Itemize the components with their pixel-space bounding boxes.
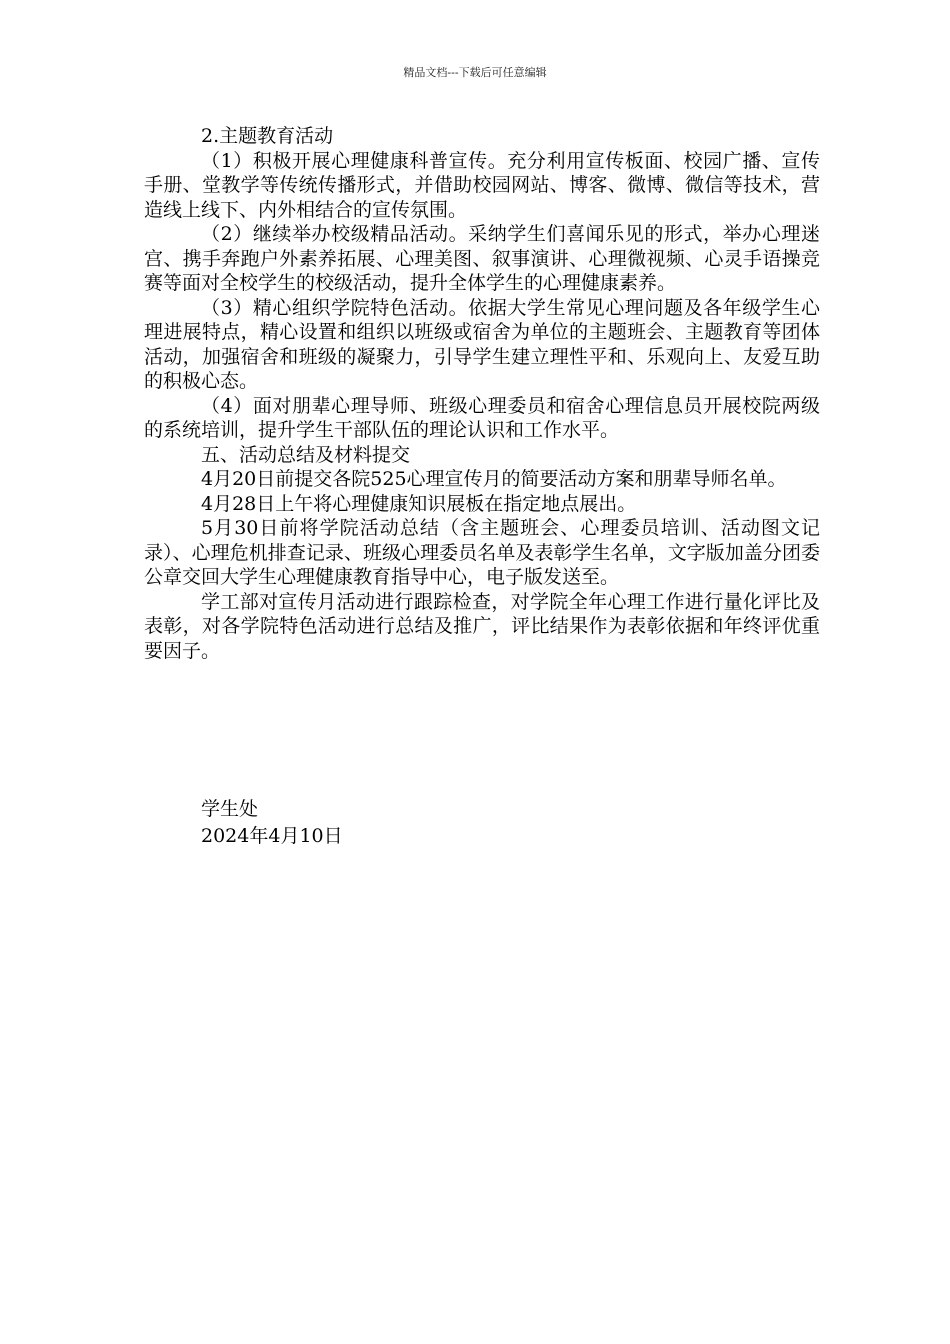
paragraph-item-1: （1）积极开展心理健康科普宣传。充分利用宣传板面、校园广播、宣传手册、堂教学等传统传播形式，并借助校园网站、博客、微博、微信等技术，营造线上线下、内外相结合的宣传氛围。 (144, 149, 820, 221)
paragraph-item-3: （3）精心组织学院特色活动。依据大学生常见心理问题及各年级学生心理进展特点，精心设置和组织以班级或宿舍为单位的主题班会、主题教育等团体活动，加强宿舍和班级的凝聚力，引导学生建立理性平和、乐观向上、友爱互助的积极心态。 (144, 296, 820, 392)
signature-date: 2024年4月10日 (201, 825, 343, 847)
page-header: 精品文档---下载后可任意编辑 (403, 66, 547, 79)
document-body (144, 124, 820, 663)
signature-org: 学生处 (201, 798, 259, 820)
paragraph-inspection: 学工部对宣传月活动进行跟踪检查，对学院全年心理工作进行量化评比及表彰，对各学院特色活动进行总结及推广，评比结果作为表彰依据和年终评优重要因子。 (144, 590, 820, 662)
section-heading-theme-education: 2.主题教育活动 (201, 125, 334, 147)
signature-block (144, 796, 820, 850)
paragraph-item-2: （2）继续举办校级精品活动。采纳学生们喜闻乐见的形式，举办心理迷宫、携手奔跑户外素养拓展、心理美图、叙事演讲、心理微视频、心灵手语操竞赛等面对全校学生的校级活动，提升全体学生的心理健康素养。 (144, 223, 820, 294)
paragraph-deadline-apr28: 4月28日上午将心理健康知识展板在指定地点展出。 (201, 492, 637, 515)
paragraph-deadline-apr20: 4月20日前提交各院525心理宣传月的简要活动方案和朋辈导师名单。 (201, 468, 787, 490)
paragraph-deadline-may30: 5月30日前将学院活动总结（含主题班会、心理委员培训、活动图文记录）、心理危机排查记录、班级心理委员名单及表彰学生名单，文字版加盖分团委公章交回大学生心理健康教育指导中心，电子版发送至。 (144, 517, 820, 588)
paragraph-item-4: （4）面对朋辈心理导师、班级心理委员和宿舍心理信息员开展校院两级的系统培训，提升学生干部队伍的理论认识和工作水平。 (144, 394, 820, 441)
section-heading-summary: 五、活动总结及材料提交 (201, 443, 411, 466)
